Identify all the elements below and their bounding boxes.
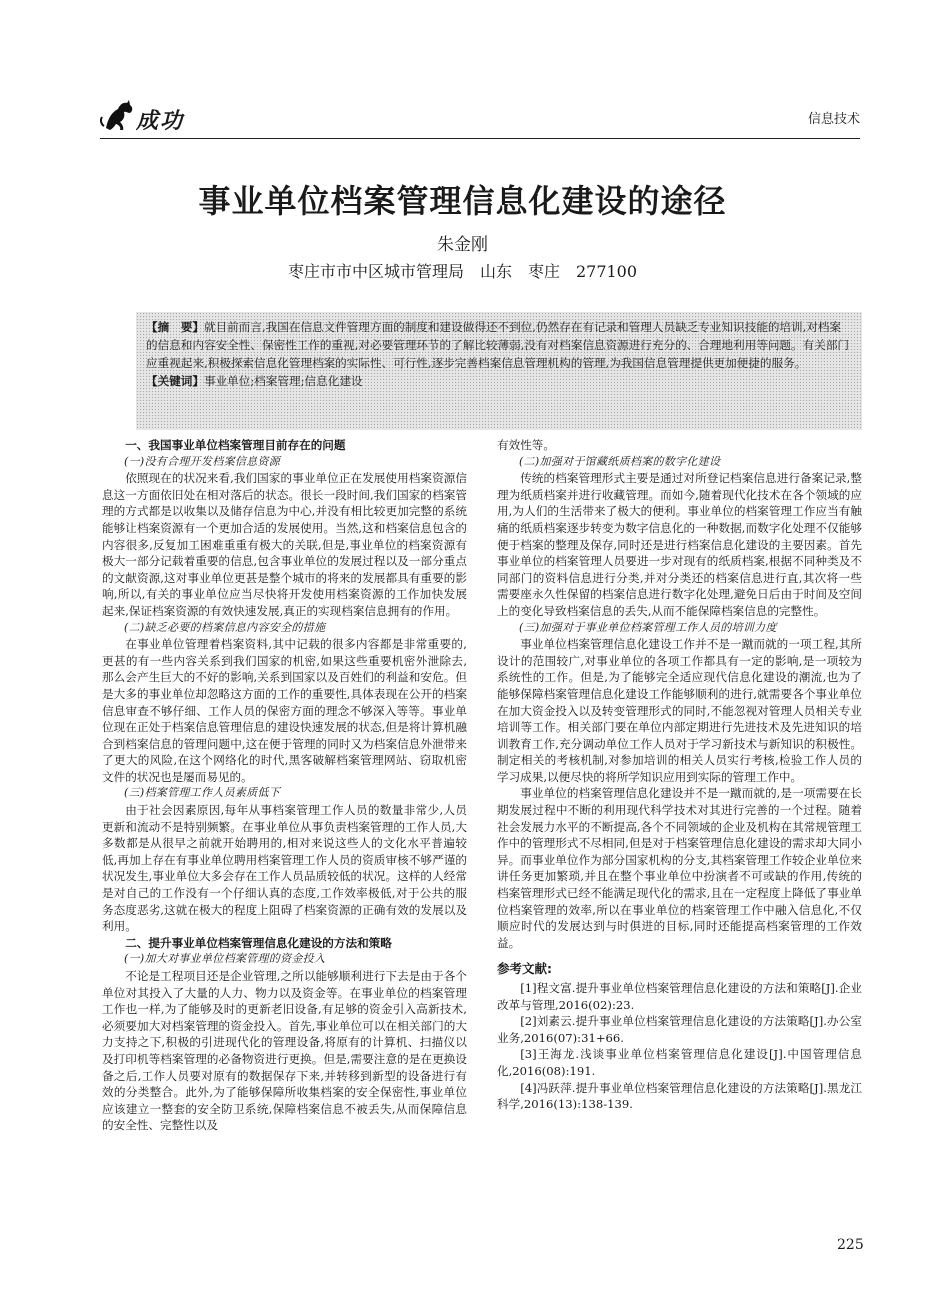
subsection-heading: (三)档案管理工作人员素质低下 [124, 786, 281, 800]
paragraph: 在事业单位管理着档案资料,其中记载的很多内容都是非常重要的,更甚的有一些内容关系到我们国家的机密,如果这些重要机密外泄除去,那么会产生巨大的不好的影响,关系到国家以及百姓们的利益和安危。但是大多的事业单位却忽略这方面的工作的重要性,具体表现在公开的档案信息审查不够仔细、工作人员的保密方面的理念不够深入等等。事业单位现在正处于档案信息管理信息的建设快速发展的状态,但是将计算机融合到档案信息的管理问题中,这在便于管理的同时又为档案信息外泄带来了更大的风险,在这个网络化的时代,黑客破解档案管理网站、窃取机密文件的状况也是屡而易见的。 [102, 637, 467, 784]
keywords [146, 372, 852, 390]
author-name: 朱金刚 [437, 235, 488, 255]
section-heading: 一、我国事业单位档案管理目前存在的问题 [125, 438, 346, 452]
article-title: 事业单位档案管理信息化建设的途径 [198, 182, 727, 220]
abstract-label: 【摘 要】 [146, 320, 204, 334]
subsection-heading: (一)加大对事业单位档案管理的资金投入 [124, 952, 326, 966]
reference-item: [2]刘素云.提升事业单位档案管理信息化建设的方法策略[J].办公室业务,2016(07):31+66. [497, 1014, 862, 1045]
abstract-text: 就目前而言,我国在信息文件管理方面的制度和建设做得还不到位,仍然存在有记录和管理人员缺乏专业知识技能的培训,对档案的信息和内容安全性、保密性工作的重视,对必要管理环节的了解比较薄弱,没有对档案信息资源进行充分的、合理地利用等问题。有关部门应重视起来,积极探索信息化管理档案的实际性、可行性,逐步完善档案信息管理机构的管理,为我国信息管理提供更加便捷的服务。 [146, 320, 850, 370]
abstract-box [136, 312, 862, 430]
abstract [146, 318, 852, 372]
paragraph: 事业单位的档案管理信息化建设并不是一蹴而就的,是一项需要在长期发展过程中不断的利用现代科学技术对其进行完善的一个过程。随着社会发展力水平的不断提高,各个不同领域的企业及机构在其常规管理工作中的管理形式不尽相同,但是对于档案管理信息化建设的需求却大同小异。而事业单位作为部分国家机构的分支,其档案管理工作较企业单位来讲任务更加繁琐,并且在整个事业单位中扮演者不可或缺的作用,传统的档案管理形式已经不能满足现代化的需求,且在一定程度上降低了事业单位档案管理的效率,所以在事业单位的档案管理工作中融入信息化,不仅顺应时代的发展达到与时俱进的目标,同时还能提高档案管理的工作效益。 [497, 786, 862, 950]
subsection-heading: (二)加强对于馆藏纸质档案的数字化建设 [519, 454, 721, 468]
reference-item: [1]程文富.提升事业单位档案管理信息化建设的方法和策略[J].企业改革与管理,2016(02):23. [497, 981, 862, 1012]
paragraph-continued: 有效性等。 [497, 438, 555, 452]
paragraph: 传统的档案管理形式主要是通过对所登记档案信息进行备案记录,整理为纸质档案并进行收藏管理。而如今,随着现代化技术在各个领域的应用,为人们的生活带来了极大的便利。事业单位的档案管理工作应当有触痛的纸质档案逐步转变为数字信息化的一种数据,而数字化处理不仅能够便于档案的整理及保存,同时还是进行档案信息化建设的主要因素。首先事业单位的档案管理人员要进一步对现有的纸质档案,根据不同种类及不同部门的资料信息进行分类,并对分类还的档案信息进行直,其次将一些需要座永久性保留的档案信息进行数字化处理,避免日后由于时间及空间上的变化导致档案信息的丢失,从而不能保障档案信息的完整性。 [497, 471, 862, 618]
subsection-heading: (二)缺乏必要的档案信息内容安全的措施 [124, 620, 326, 634]
subsection-heading: (三)加强对于事业单位档案管理工作人员的培训力度 [519, 620, 777, 634]
author-affiliation: 枣庄市市中区城市管理局 山东 枣庄 277100 [287, 262, 638, 281]
logo-text: 成功 [136, 109, 185, 134]
subsection-heading: (一)没有合理开发档案信息资源 [124, 454, 281, 468]
paragraph: 事业单位档案管理信息化建设工作并不是一蹴而就的一项工程,其所设计的范围较广,对事业单位的各项工作都具有一定的影响,是一项较为系统性的工作。但是,为了能够完全适应现代信息化建设的潮流,也为了能够保障档案管理信息化建设工作能够顺利的进行,就需要各个事业单位在加大资金投入以及转变管理形式的同时,不能忽视对管理人员相关专业培训等工作。相关部门要在单位内部定期进行先进技术及先进知识的培训教育工作,充分调动单位工作人员对于学习新技术与新知识的积极性。制定相关的考核机制,对参加培训的相关人员实行考核,检验工作人员的学习成果,以便尽快的将所学知识应用到实际的管理工作中。 [497, 637, 862, 784]
keywords-text: 事业单位;档案管理;信息化建设 [203, 374, 363, 388]
left-column [102, 437, 467, 1134]
paragraph: 依照现在的状况来看,我们国家的事业单位正在发展使用档案资源信息这一方面依旧处在相对落后的状态。很长一段时间,我们国家的档案管理的方式都是以收集以及储存信息为中心,并没有相比较更加完整的系统能够让档案资源有一个更加合适的发展使用。当然,这和档案信息包含的内容很多,反复加工困难重重有极大的关联,但是,事业单位的档案资源有极大一部分记载着重要的信息,包含事业单位的发展过程以及一部分重点的文献资源,这对事业单位更甚是整个城市的将来的发展都具有重要的影响,所以,有关的事业单位应当尽快将开发使用档案资源的工作加快发展起来,保证档案资源的有效快速发展,真正的实现档案信息拥有的作用。 [102, 471, 467, 618]
paragraph: 不论是工程项目还是企业管理,之所以能够顺利进行下去是由于各个单位对其投入了大量的人力、物力以及资金等。在事业单位的档案管理工作也一样,为了能够及时的更新老旧设备,有足够的资金引入高新技术,必须要加大对档案管理的资金投入。首先,事业单位可以在相关部门的大力支持之下,积极的引进现代化的管理设备,将原有的计算机、扫描仪以及打印机等档案管理的必备物资进行更换。但是,需要注意的是在更换设备之后,工作人员要对原有的数据保存下来,并转移到新型的设备进行有效的分类整合。此外,为了能够保障所收集档案的安全保密性,事业单位应该建立一整套的安全防卫系统,保障档案信息不被丢失,从而保障信息的安全性、完整性以及 [102, 969, 467, 1133]
right-column [497, 437, 862, 1113]
page-number: 225 [837, 1237, 864, 1253]
keywords-label: 【关键词】 [146, 374, 204, 388]
page-header [100, 92, 860, 139]
reference-item: [4]冯跃萍.提升事业单位档案管理信息化建设的方法策略[J].黑龙江科学,2016(13):138-139. [497, 1080, 862, 1112]
reference-item: [3]王海龙.浅谈事业单位档案管理信息化建设[J].中国管理信息化,2016(08):191. [497, 1047, 862, 1078]
section-heading: 二、提升事业单位档案管理信息化建设的方法和策略 [125, 935, 392, 950]
section-label: 信息技术 [807, 112, 860, 127]
magazine-logo [100, 96, 220, 136]
paragraph: 由于社会因素原因,每年从事档案管理工作人员的数量非常少,人员更新和流动不是特别频繁。在事业单位从事负责档案管理的工作人员,大多数都是从很早之前就开始聘用的,相对来说这些人的文化水平普遍较低,再加上存在有事业单位聘用档案管理工作人员的资质审核不够严谨的状况发生,事业单位大多会存在工作人员品质较低的状况。这样的人经常是对自己的工作没有一个仔细认真的态度,工作效率极低,对于公共的服务态度恶劣,这就在极大的程度上阻碍了档案资源的正确有效的发展以及利用。 [102, 803, 467, 934]
references-title: 参考文献: [497, 961, 552, 977]
